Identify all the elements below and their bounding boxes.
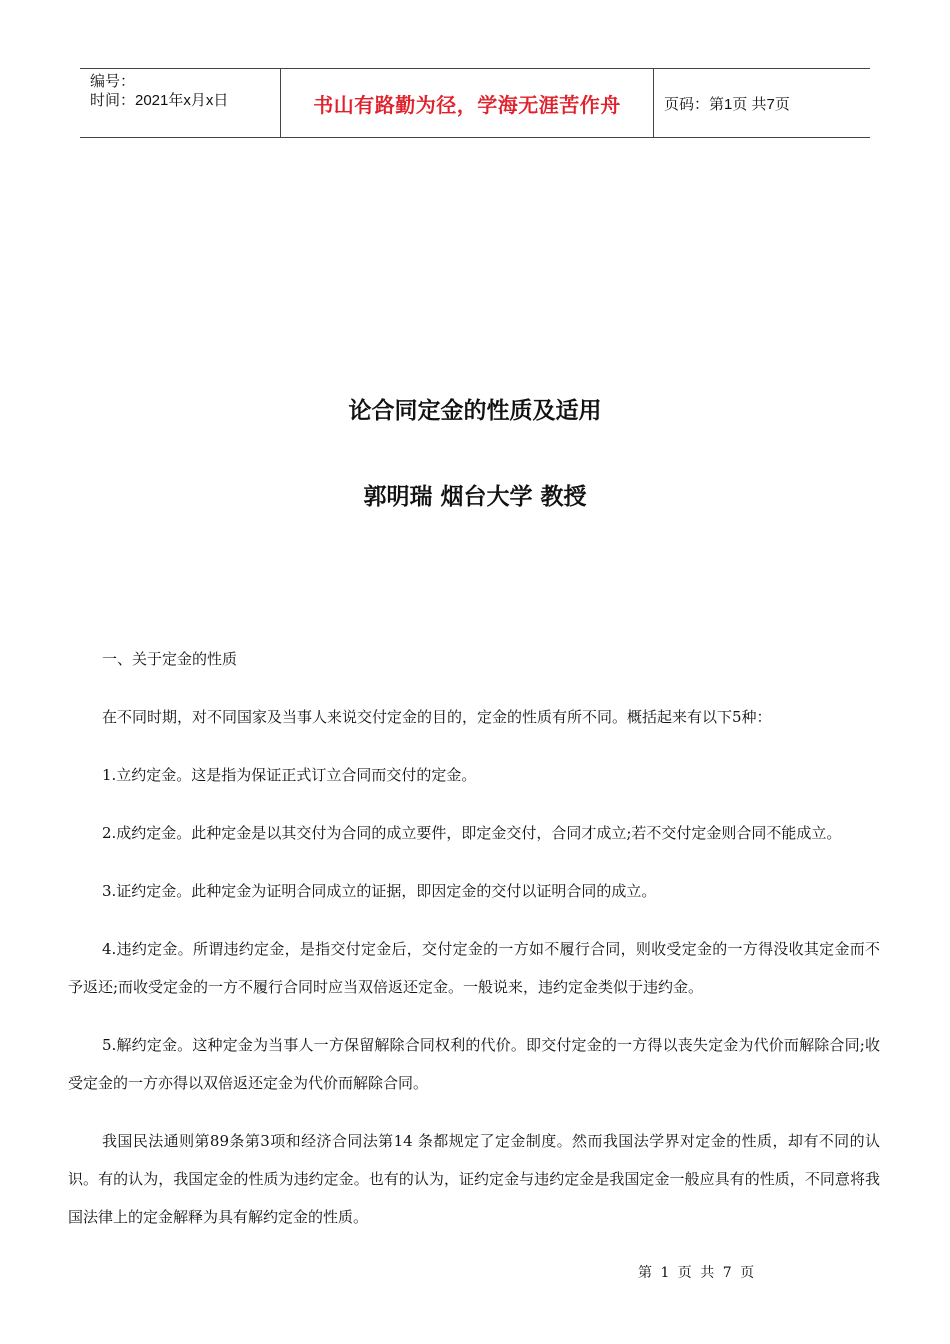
paragraph: 5.解约定金。这种定金为当事人一方保留解除合同权利的代价。即交付定金的一方得以丧失定金为代价而解除合同;收受定金的一方亦得以双倍返还定金为代价而解除合同。 (68, 1036, 880, 1092)
header-meta-cell (80, 69, 281, 137)
section-heading: 一、关于定金的性质 (102, 650, 238, 668)
paragraph: 在不同时期，对不同国家及当事人来说交付定金的目的，定金的性质有所不同。概括起来有以下5种： (102, 708, 772, 726)
paragraph: 2.成约定金。此种定金是以其交付为合同的成立要件，即定金交付，合同才成立;若不交付定金则合同不能成立。 (102, 824, 842, 842)
page-footer: 第 1 页 共 7 页 (638, 1265, 757, 1281)
document-body (68, 640, 880, 1256)
header-page-label: 页码：第1页 共7页 (664, 95, 790, 113)
paragraph: 我国民法通则第89条第3项和经济合同法第14 条都规定了定金制度。然而我国法学界对定金的性质，却有不同的认识。有的认为，我国定金的性质为违约定金。也有的认为，证约定金与违约定金是我国定金一般应具有的性质，不同意将我国法律上的定金解释为具有解约定金的性质。 (68, 1132, 880, 1226)
paragraph: 1.立约定金。这是指为保证正式订立合同而交付的定金。 (102, 766, 477, 784)
document-time-label: 时间：2021年x月x日 (90, 92, 229, 109)
document-number-label: 编号： (90, 73, 136, 90)
document-title: 论合同定金的性质及适用 (348, 398, 602, 424)
document-author-line: 郭明瑞 烟台大学 教授 (363, 484, 587, 510)
paragraph: 3.证约定金。此种定金为证明合同成立的证据，即因定金的交付以证明合同的成立。 (102, 882, 657, 900)
header-table (80, 68, 870, 138)
paragraph: 4.违约定金。所谓违约定金，是指交付定金后，交付定金的一方如不履行合同，则收受定金的一方得没收其定金而不予返还;而收受定金的一方不履行合同时应当双倍返还定金。一般说来，违约定金类似于违约金。 (68, 940, 880, 996)
header-motto: 书山有路勤为径，学海无涯苦作舟 (281, 69, 654, 137)
